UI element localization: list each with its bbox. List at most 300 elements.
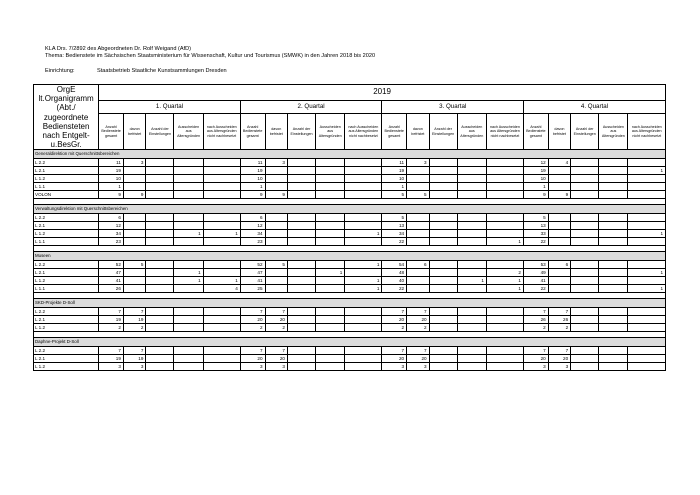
value-cell: 4: [548, 159, 570, 167]
table-row: [34, 183, 666, 191]
value-cell: [174, 183, 203, 191]
value-cell: [287, 363, 315, 371]
value-cell: [316, 175, 345, 183]
value-cell: [174, 214, 203, 222]
value-cell: [407, 277, 429, 285]
value-cell: [599, 261, 628, 269]
value-cell: [174, 238, 203, 246]
value-cell: [265, 269, 287, 277]
section-title: Daphne-Projekt D-Soll: [34, 338, 666, 347]
value-cell: [457, 238, 486, 246]
table-row: [34, 167, 666, 175]
value-cell: [429, 363, 457, 371]
row-label: L 1.1: [34, 238, 99, 246]
value-cell: [599, 214, 628, 222]
value-cell: 19: [240, 167, 265, 175]
value-cell: [486, 222, 523, 230]
row-label: L 2.1: [34, 355, 99, 363]
value-cell: 19: [123, 355, 145, 363]
row-label: L 1.1: [34, 183, 99, 191]
value-cell: [203, 261, 240, 269]
column-header: nach Ausscheiden aus Altersgründen nicht nachbesetzt: [628, 113, 666, 150]
value-cell: 3: [265, 363, 287, 371]
row-label: L 1.2: [34, 230, 99, 238]
value-cell: 6: [407, 261, 429, 269]
value-cell: [628, 316, 666, 324]
row-label: VOLON: [34, 191, 99, 199]
value-cell: [345, 159, 382, 167]
value-cell: 7: [523, 308, 548, 316]
value-cell: [599, 167, 628, 175]
column-header: nach Ausscheiden aus Altersgründen nicht nachbesetzt: [345, 113, 382, 150]
value-cell: [457, 183, 486, 191]
value-cell: 1: [486, 285, 523, 293]
value-cell: 11: [240, 159, 265, 167]
value-cell: 3: [123, 363, 145, 371]
value-cell: 12: [240, 222, 265, 230]
value-cell: [628, 222, 666, 230]
value-cell: 3: [407, 363, 429, 371]
value-cell: [146, 183, 174, 191]
value-cell: [548, 167, 570, 175]
row-label: L 2.2: [34, 214, 99, 222]
value-cell: 13: [382, 222, 407, 230]
value-cell: 7: [240, 347, 265, 355]
value-cell: [407, 175, 429, 183]
value-cell: [429, 175, 457, 183]
year-header: 2019: [99, 85, 666, 101]
value-cell: [316, 347, 345, 355]
value-cell: [599, 191, 628, 199]
value-cell: [316, 261, 345, 269]
row-label: L 2.1: [34, 269, 99, 277]
value-cell: [486, 230, 523, 238]
value-cell: 2: [486, 269, 523, 277]
value-cell: 2: [548, 324, 570, 332]
table-row: [34, 214, 666, 222]
value-cell: [345, 222, 382, 230]
value-cell: [146, 316, 174, 324]
value-cell: [203, 238, 240, 246]
value-cell: [287, 269, 315, 277]
value-cell: [407, 238, 429, 246]
value-cell: [287, 308, 315, 316]
value-cell: [457, 347, 486, 355]
value-cell: [628, 355, 666, 363]
value-cell: [457, 175, 486, 183]
value-cell: [146, 277, 174, 285]
value-cell: [548, 175, 570, 183]
value-cell: 47: [240, 269, 265, 277]
value-cell: 1: [628, 285, 666, 293]
value-cell: 7: [99, 308, 124, 316]
value-cell: [146, 175, 174, 183]
value-cell: [316, 230, 345, 238]
value-cell: 25: [240, 285, 265, 293]
value-cell: 20: [240, 316, 265, 324]
value-cell: 7: [123, 347, 145, 355]
value-cell: [571, 355, 599, 363]
value-cell: [457, 308, 486, 316]
table-row: [34, 159, 666, 167]
value-cell: [316, 355, 345, 363]
value-cell: 1: [628, 230, 666, 238]
value-cell: 7: [382, 347, 407, 355]
value-cell: [316, 316, 345, 324]
section-title: Museen: [34, 252, 666, 261]
value-cell: [146, 285, 174, 293]
value-cell: [571, 308, 599, 316]
value-cell: [345, 183, 382, 191]
value-cell: [571, 222, 599, 230]
value-cell: 20: [548, 355, 570, 363]
value-cell: [265, 277, 287, 285]
value-cell: 41: [240, 277, 265, 285]
value-cell: [429, 324, 457, 332]
value-cell: [407, 222, 429, 230]
value-cell: [345, 347, 382, 355]
value-cell: [571, 363, 599, 371]
value-cell: [571, 230, 599, 238]
value-cell: [548, 285, 570, 293]
value-cell: [287, 159, 315, 167]
value-cell: 7: [548, 308, 570, 316]
column-header: Ausscheiden aus Altersgründen: [599, 113, 628, 150]
value-cell: [429, 159, 457, 167]
value-cell: [407, 230, 429, 238]
value-cell: [203, 324, 240, 332]
value-cell: [571, 261, 599, 269]
value-cell: [548, 277, 570, 285]
value-cell: [571, 183, 599, 191]
value-cell: 20: [240, 355, 265, 363]
value-cell: [345, 238, 382, 246]
value-cell: [316, 308, 345, 316]
value-cell: [146, 238, 174, 246]
value-cell: [146, 167, 174, 175]
value-cell: 26: [99, 285, 124, 293]
value-cell: [571, 167, 599, 175]
value-cell: [287, 238, 315, 246]
value-cell: [429, 269, 457, 277]
column-header: Ausscheiden aus Altersgründen: [457, 113, 486, 150]
value-cell: [457, 230, 486, 238]
value-cell: [599, 277, 628, 285]
value-cell: [203, 347, 240, 355]
document-topic: Thema: Bedienstete im Sächsischen Staatsministerium für Wissenschaft, Kultur und Tourismus (SMWK) in den Jahren 2018 bis 2020: [45, 53, 376, 59]
value-cell: 3: [240, 363, 265, 371]
value-cell: 9: [265, 191, 287, 199]
table-row: [34, 363, 666, 371]
value-cell: [486, 261, 523, 269]
value-cell: [316, 238, 345, 246]
value-cell: 11: [382, 159, 407, 167]
value-cell: [571, 324, 599, 332]
column-header: Anzahl der Einstellungen: [429, 113, 457, 150]
value-cell: [407, 183, 429, 191]
institution-name: Staatsbetrieb Staatliche Kunstsammlungen Dresden: [97, 68, 227, 74]
table-row: [34, 324, 666, 332]
row-label: L 2.1: [34, 316, 99, 324]
value-cell: [345, 355, 382, 363]
section-header-row: [34, 150, 666, 159]
value-cell: 9: [240, 191, 265, 199]
value-cell: [599, 355, 628, 363]
document-reference: KLA Drs. 7/2892 des Abgeordneten Dr. Rolf Weigand (AfD): [45, 46, 192, 52]
value-cell: [123, 285, 145, 293]
value-cell: [203, 363, 240, 371]
value-cell: [457, 316, 486, 324]
value-cell: 7: [548, 347, 570, 355]
value-cell: 2: [265, 324, 287, 332]
value-cell: [287, 261, 315, 269]
value-cell: 1: [345, 285, 382, 293]
value-cell: [287, 183, 315, 191]
value-cell: [265, 214, 287, 222]
value-cell: [146, 222, 174, 230]
value-cell: [599, 175, 628, 183]
value-cell: [571, 159, 599, 167]
value-cell: [548, 230, 570, 238]
value-cell: [571, 347, 599, 355]
value-cell: 54: [382, 261, 407, 269]
value-cell: 10: [240, 175, 265, 183]
value-cell: [429, 316, 457, 324]
value-cell: [628, 324, 666, 332]
value-cell: [265, 238, 287, 246]
value-cell: [146, 261, 174, 269]
value-cell: 3: [407, 159, 429, 167]
value-cell: 7: [265, 308, 287, 316]
value-cell: [486, 183, 523, 191]
section-header-row: [34, 205, 666, 214]
quarter-header-row: [34, 100, 666, 113]
value-cell: 1: [345, 277, 382, 285]
row-label: L 1.2: [34, 324, 99, 332]
value-cell: [287, 175, 315, 183]
value-cell: 12: [99, 222, 124, 230]
value-cell: [628, 347, 666, 355]
value-cell: 20: [382, 355, 407, 363]
value-cell: [628, 363, 666, 371]
value-cell: [486, 363, 523, 371]
value-cell: [599, 230, 628, 238]
value-cell: [429, 167, 457, 175]
value-cell: [345, 316, 382, 324]
value-cell: 3: [123, 159, 145, 167]
value-cell: [345, 191, 382, 199]
value-cell: 7: [265, 347, 287, 355]
column-header: Ausscheiden aus Altersgründen: [174, 113, 203, 150]
value-cell: 49: [523, 269, 548, 277]
value-cell: [429, 347, 457, 355]
value-cell: [599, 238, 628, 246]
value-cell: [287, 167, 315, 175]
value-cell: 3: [548, 363, 570, 371]
row-label: L 2.2: [34, 308, 99, 316]
value-cell: 13: [523, 222, 548, 230]
value-cell: [429, 222, 457, 230]
value-cell: [486, 355, 523, 363]
value-cell: 6: [99, 214, 124, 222]
column-header: davon befristet: [407, 113, 429, 150]
value-cell: [146, 363, 174, 371]
value-cell: [429, 355, 457, 363]
column-header: nach Ausscheiden aus Altersgründen nicht nachbesetzt: [486, 113, 523, 150]
value-cell: [287, 214, 315, 222]
value-cell: 1: [174, 277, 203, 285]
value-cell: [548, 269, 570, 277]
value-cell: [203, 316, 240, 324]
value-cell: [407, 269, 429, 277]
value-cell: 5: [407, 191, 429, 199]
value-cell: 1: [345, 261, 382, 269]
value-cell: [123, 214, 145, 222]
value-cell: [316, 222, 345, 230]
value-cell: [599, 316, 628, 324]
value-cell: [316, 363, 345, 371]
value-cell: [345, 167, 382, 175]
value-cell: [316, 285, 345, 293]
value-cell: [599, 269, 628, 277]
value-cell: [316, 167, 345, 175]
value-cell: 3: [382, 363, 407, 371]
value-cell: 6: [240, 214, 265, 222]
value-cell: [146, 214, 174, 222]
value-cell: 7: [99, 347, 124, 355]
value-cell: [628, 214, 666, 222]
value-cell: [429, 214, 457, 222]
value-cell: [174, 175, 203, 183]
value-cell: [203, 167, 240, 175]
value-cell: [203, 214, 240, 222]
value-cell: 1: [345, 230, 382, 238]
value-cell: 26: [523, 316, 548, 324]
value-cell: [407, 285, 429, 293]
column-header: davon befristet: [265, 113, 287, 150]
value-cell: 19: [99, 355, 124, 363]
row-label: L 2.1: [34, 167, 99, 175]
value-cell: 22: [523, 285, 548, 293]
value-cell: 34: [99, 230, 124, 238]
value-cell: 22: [382, 238, 407, 246]
value-cell: [174, 355, 203, 363]
value-cell: 40: [382, 277, 407, 285]
value-cell: 5: [523, 214, 548, 222]
column-header-row: [34, 113, 666, 150]
value-cell: 19: [99, 316, 124, 324]
value-cell: 20: [523, 355, 548, 363]
column-header: Anzahl Bedienstete gesamt: [240, 113, 265, 150]
value-cell: [287, 285, 315, 293]
value-cell: 20: [265, 355, 287, 363]
value-cell: [571, 175, 599, 183]
value-cell: [457, 222, 486, 230]
value-cell: 22: [523, 238, 548, 246]
value-cell: [123, 183, 145, 191]
column-header: Ausscheiden aus Altersgründen: [316, 113, 345, 150]
value-cell: 12: [523, 159, 548, 167]
value-cell: 7: [523, 347, 548, 355]
value-cell: [123, 269, 145, 277]
value-cell: 20: [265, 316, 287, 324]
value-cell: [628, 159, 666, 167]
value-cell: 1: [99, 183, 124, 191]
quarter-header: 4. Quartal: [523, 100, 665, 113]
value-cell: [486, 316, 523, 324]
value-cell: [486, 191, 523, 199]
value-cell: 20: [382, 316, 407, 324]
value-cell: [174, 261, 203, 269]
value-cell: [486, 175, 523, 183]
table-row: [34, 285, 666, 293]
value-cell: 23: [99, 238, 124, 246]
value-cell: [599, 183, 628, 191]
value-cell: [628, 261, 666, 269]
value-cell: [486, 324, 523, 332]
value-cell: [265, 285, 287, 293]
value-cell: 7: [407, 347, 429, 355]
value-cell: [571, 285, 599, 293]
value-cell: [174, 347, 203, 355]
value-cell: [429, 183, 457, 191]
value-cell: [345, 324, 382, 332]
value-cell: 2: [382, 324, 407, 332]
row-label: L 1.2: [34, 363, 99, 371]
value-cell: [123, 238, 145, 246]
value-cell: [457, 261, 486, 269]
value-cell: 19: [523, 167, 548, 175]
value-cell: 53: [523, 261, 548, 269]
column-header: Anzahl der Einstellungen: [287, 113, 315, 150]
value-cell: [123, 222, 145, 230]
row-label: L 2.2: [34, 159, 99, 167]
value-cell: [174, 324, 203, 332]
value-cell: [287, 324, 315, 332]
value-cell: 1: [486, 277, 523, 285]
value-cell: [316, 324, 345, 332]
value-cell: [429, 261, 457, 269]
column-header: Anzahl Bedienstete gesamt: [99, 113, 124, 150]
value-cell: 1: [316, 269, 345, 277]
value-cell: [174, 222, 203, 230]
quarter-header: 1. Quartal: [99, 100, 241, 113]
value-cell: [203, 355, 240, 363]
value-cell: [628, 308, 666, 316]
value-cell: [203, 308, 240, 316]
value-cell: [457, 363, 486, 371]
value-cell: [146, 324, 174, 332]
value-cell: 1: [203, 277, 240, 285]
value-cell: 1: [174, 230, 203, 238]
value-cell: [174, 159, 203, 167]
value-cell: [203, 159, 240, 167]
value-cell: [146, 269, 174, 277]
value-cell: 9: [523, 191, 548, 199]
value-cell: 7: [407, 308, 429, 316]
value-cell: [628, 238, 666, 246]
table-row: [34, 347, 666, 355]
section-header-row: [34, 299, 666, 308]
value-cell: 1: [628, 269, 666, 277]
value-cell: [457, 324, 486, 332]
value-cell: 34: [382, 230, 407, 238]
value-cell: [429, 277, 457, 285]
value-cell: [486, 167, 523, 175]
value-cell: [345, 269, 382, 277]
value-cell: [146, 355, 174, 363]
section-header-row: [34, 338, 666, 347]
